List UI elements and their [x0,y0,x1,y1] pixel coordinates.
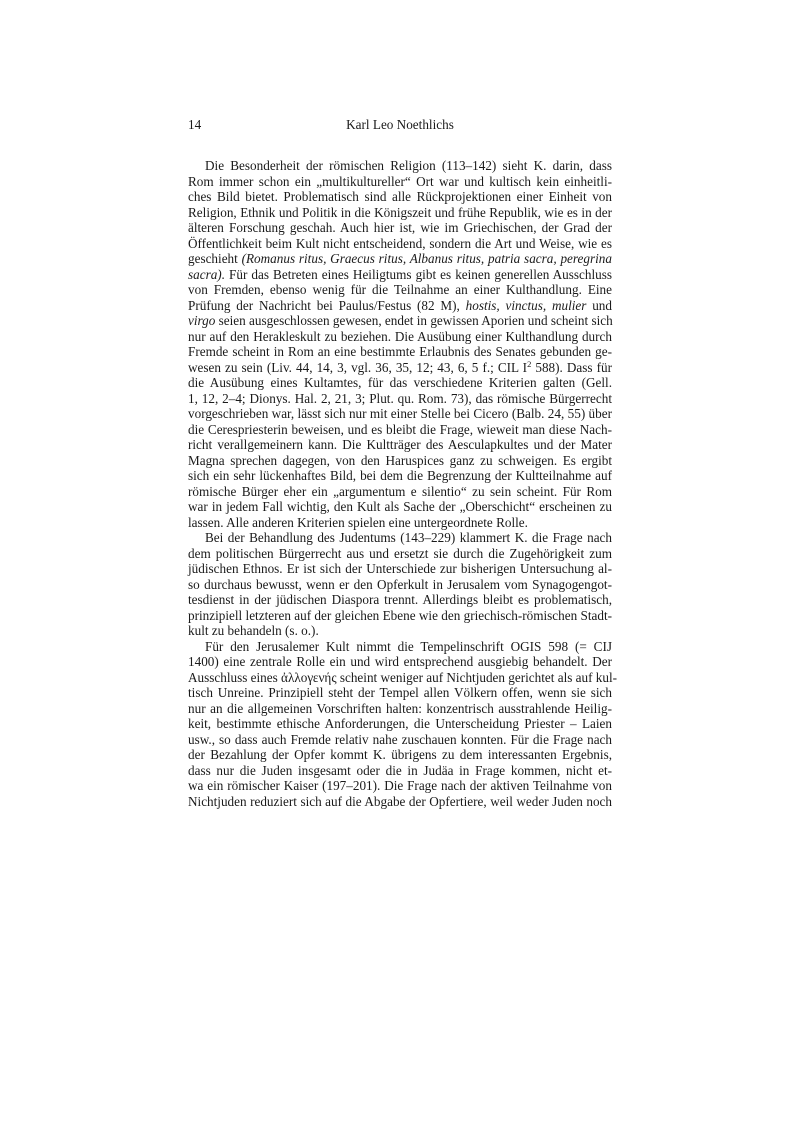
text-line: war in jedem Fall wichtig, den Kult als Sache der „Oberschicht“ erscheinen zu [188,499,612,514]
text-line: dass nur die Juden insgesamt oder die in Judäa in Frage kommen, nicht et- [188,762,612,778]
page-number: 14 [188,117,202,132]
text-line: Bei der Behandlung des Judentums (143–229) klammert K. die Frage nach [205,530,612,545]
text-line: nur an die allgemeinen Vorschriften halten: konzentrisch ausstrahlende Heilig- [188,700,612,716]
text-line: Religion, Ethnik und Politik in die Königszeit und frühe Republik, wie es in der [188,204,612,220]
text-line: Magna sprechen dagegen, von den Haruspices ganz zu schweigen. Es ergibt [188,452,612,468]
text-line: Ausschluss eines ἀλλογενής scheint weniger auf Nichtjuden gerichtet als auf kul- [188,669,618,685]
text-line: Für den Jerusalemer Kult nimmt die Tempelinschrift OGIS 598 (= CIJ [205,638,612,654]
text-line: Fremde scheint in Rom an eine bestimmte Erlaubnis des Senates gebunden ge- [188,344,612,359]
text-line: Öffentlichkeit beim Kult nicht entscheidend, sondern die Art und Weise, wie es [188,235,612,251]
text-line: jüdischen Ethnos. Er ist sich der Unterschiede zur bisherigen Untersuchung al- [188,561,612,576]
text-line: ches Bild bietet. Problematisch sind alle Rückprojektionen einer Einheit von [188,189,612,204]
text-line: von Fremden, ebenso wenig für die Teilnahme an einer Kulthandlung. Eine [188,282,612,297]
text-line: vorgeschrieben war, lässt sich nur mit einer Stelle bei Cicero (Balb. 24, 55) über [188,406,612,421]
text-line: tesdienst in der jüdischen Diaspora trennt. Allerdings bleibt es problematisch, [188,592,612,607]
paragraph [188,638,618,810]
paragraph [188,158,612,530]
paragraph [188,530,612,639]
text-line: römische Bürger eher ein „argumentum e silentio“ zu sein scheint. Für Rom [188,483,612,499]
text-line: geschieht (Romanus ritus, Graecus ritus, Albanus ritus, patria sacra, peregrina [188,251,612,266]
text-line: so durchaus bewusst, wenn er den Opferkult in Jerusalem vom Synagogengot- [188,576,612,592]
superscript: 2 [527,358,532,369]
italic-text: sacra). [188,266,225,282]
text-line: lassen. Alle anderen Kriterien spielen eine untergeordnete Rolle. [188,514,528,530]
text-line: kult zu behandeln (s. o.). [188,623,319,638]
text-line: älteren Forschung geschah. Auch hier ist, wie im Griechischen, der Grad der [188,220,612,235]
text-line: wa ein römischer Kaiser (197–201). Die Frage nach der aktiven Teilnahme von [188,778,612,793]
text-line: virgo seien ausgeschlossen gewesen, endet in gewissen Aporien und scheint sich [188,313,613,328]
text-line: keit, bestimmte ethische Anforderungen, die Unterscheidung Priester – Laien [188,716,612,731]
text-line: Rom immer schon ein „multikultureller“ Ort war und kultisch kein einheitli- [188,173,612,189]
body-text [188,158,618,809]
text-line: wesen zu sein (Liv. 44, 14, 3, vgl. 36, 35, 12; 43, 6, 5 f.; CIL $I^2$ 588). Dass für [188,358,612,375]
text-line: Prüfung der Nachricht bei Paulus/Festus (82 M), hostis, vinctus, mulier und [188,297,612,313]
text-line: sich ein sehr lückenhaftes Bild, bei dem die Begrenzung der Kultteilnahme auf [188,468,612,483]
text-line: 1, 12, 2–4; Dionys. Hal. 2, 21, 3; Plut. qu. Rom. 73), das römische Bürgerrecht [188,390,612,406]
text-line: dem politischen Bürgerrecht aus und ersetzt sie durch die Zugehörigkeit zum [188,545,612,561]
text-line: sacra). Für das Betreten eines Heiligtums gibt es keinen generellen Ausschluss [188,266,612,282]
text-line: tisch Unreine. Prinzipiell steht der Tempel allen Völkern offen, wenn sie sich [188,685,612,700]
text-line: Nichtjuden reduziert sich auf die Abgabe der Opfertiere, weil weder Juden noch [188,793,612,809]
text-line: die Cerespriesterin beweisen, und es bleibt die Frage, wieweit man diese Nach- [188,421,612,437]
text-line: prinzipiell letzteren auf der gleichen Ebene wie den griechisch-römischen Stadt- [188,607,612,623]
text-line: nur auf den Herakleskult zu beziehen. Die Ausübung einer Kulthandlung durch [188,328,612,344]
page-header [188,117,612,133]
text-line: 1400) eine zentrale Rolle ein und wird entsprechend ausgiebig behandelt. Der [188,654,612,669]
text-line: Die Besonderheit der römischen Religion (113–142) sieht K. darin, dass [205,158,612,173]
text-line: usw., so dass auch Fremde relativ nahe zuschauen konnten. Für die Frage nach [188,731,612,747]
italic-text: hostis, vinctus, mulier [465,297,587,313]
text-line: richt verallgemeinern kann. Die Kultträger des Aesculapkultes und der Mater [188,437,612,452]
text-line: die Ausübung eines Kultamtes, für das verschiedene Kriterien galten (Gell. [188,375,612,390]
text-line: der Bezahlung der Opfer kommt K. übrigens zu dem interessanten Ergebnis, [188,747,612,762]
italic-text: virgo [188,313,216,328]
italic-text: (Romanus ritus, Graecus ritus, Albanus ritus, patria sacra, peregrina [241,251,612,266]
running-title: Karl Leo Noethlichs [346,117,454,132]
